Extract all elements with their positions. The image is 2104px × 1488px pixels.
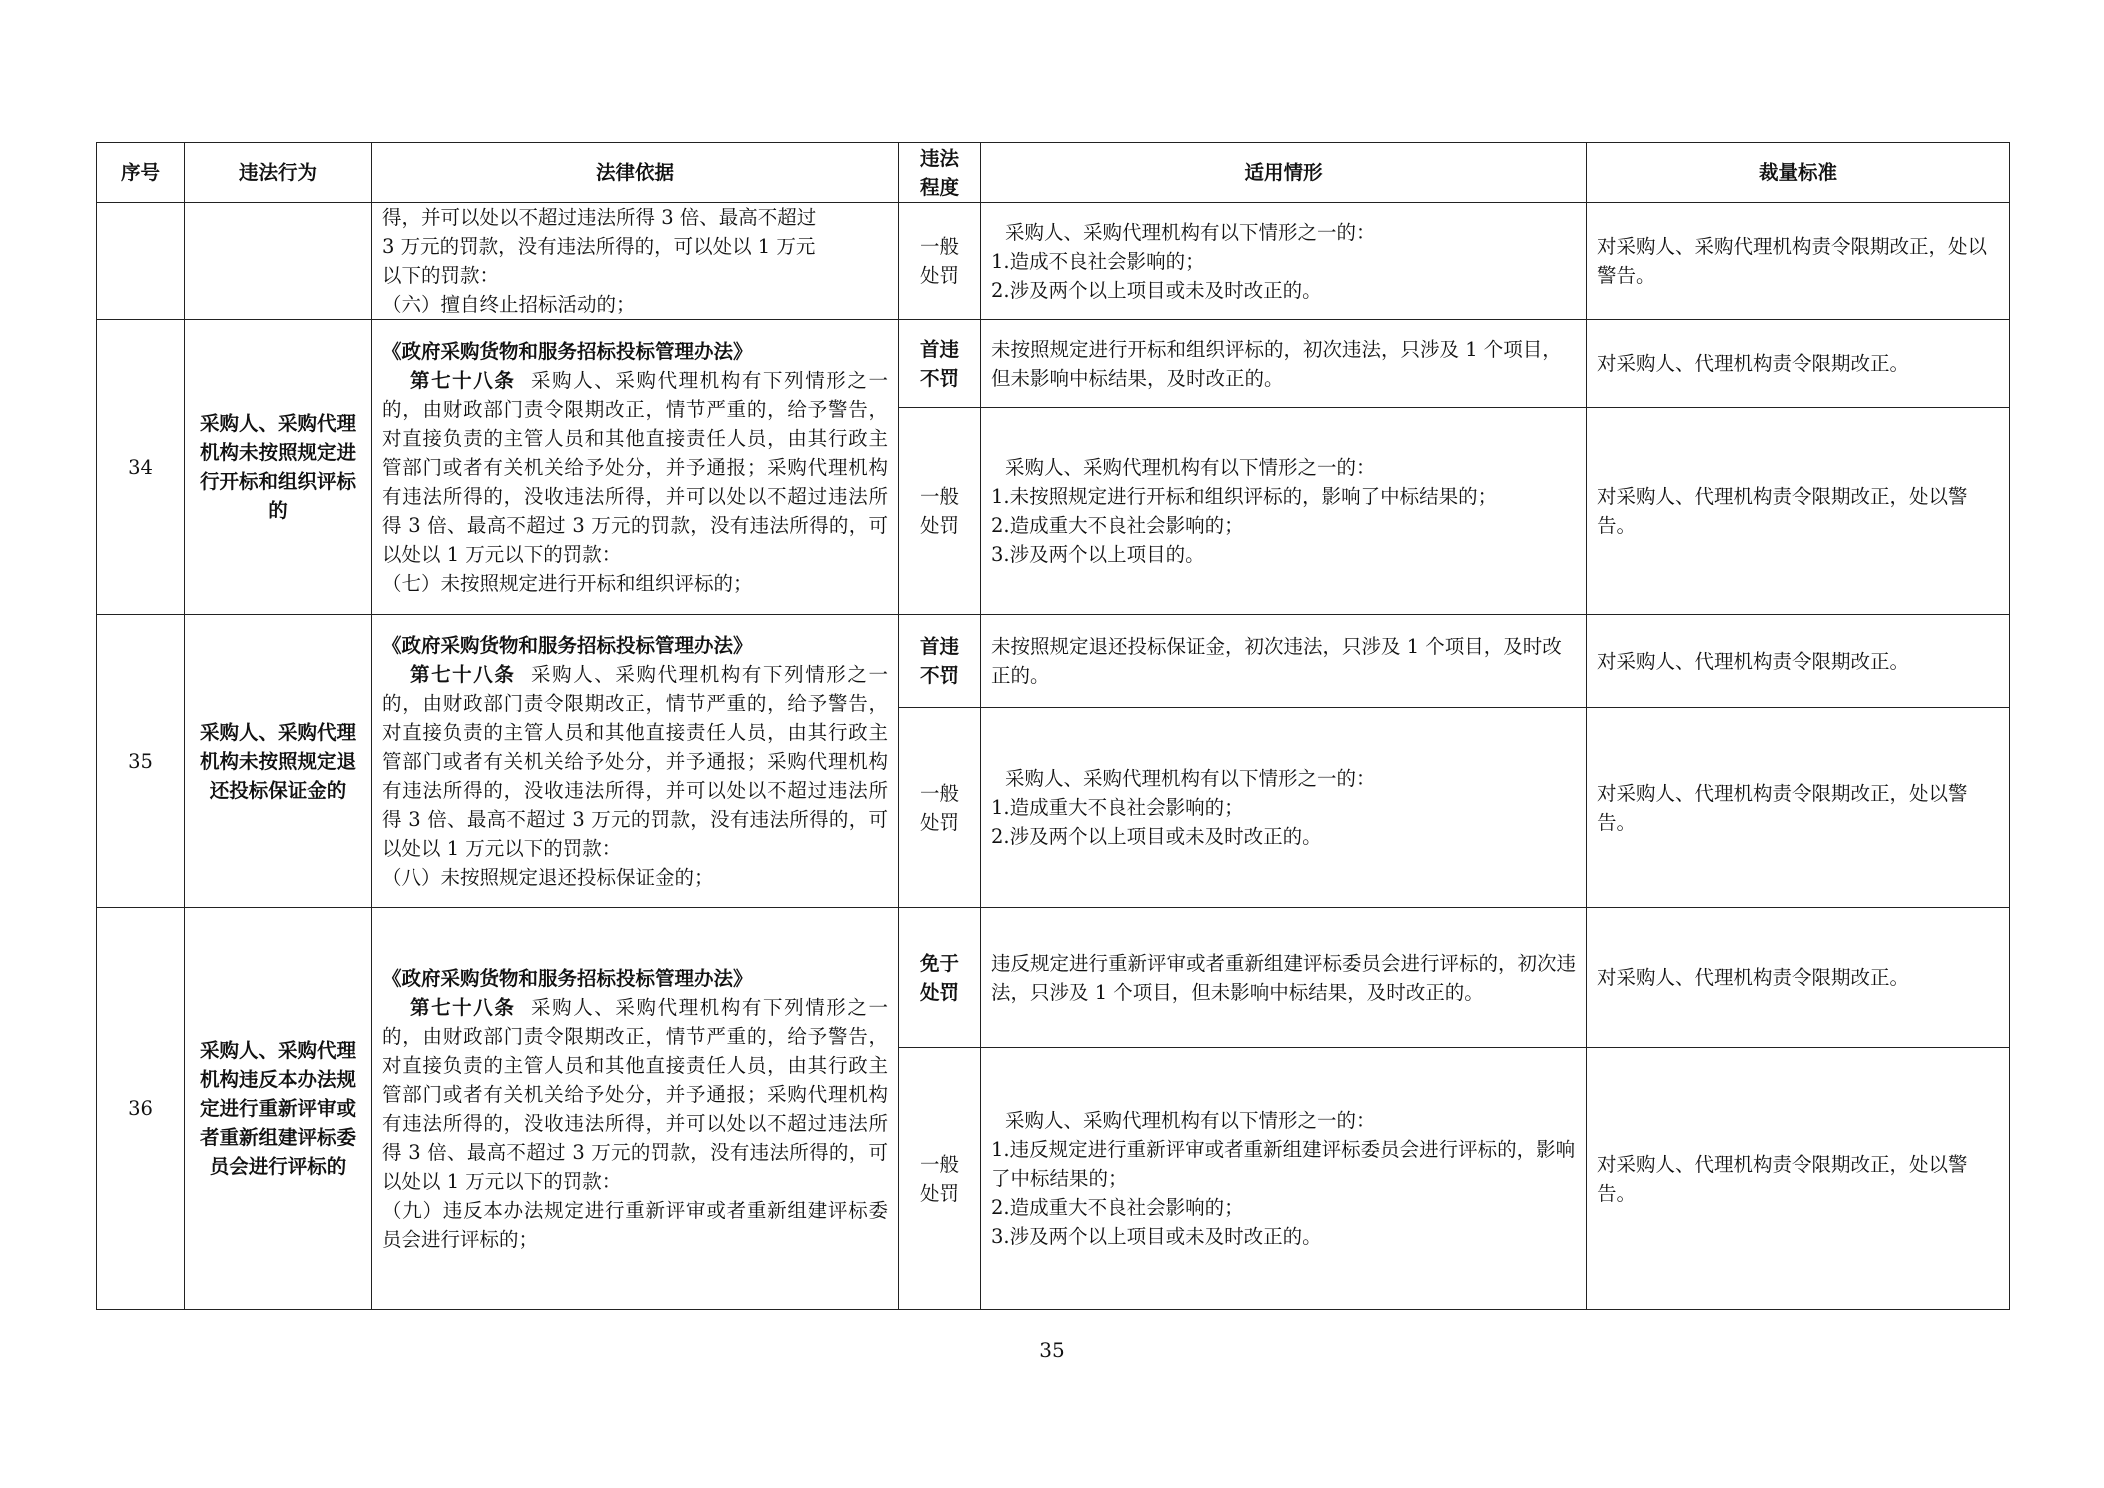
degree-cell-general [899, 1048, 981, 1310]
cont-degree-cell [899, 203, 981, 320]
header-situation: 适用情形 [981, 143, 1587, 203]
degree-line-1: 免于 [919, 951, 959, 975]
law-item: （八）未按照规定退还投标保证金的； [382, 865, 714, 889]
header-no: 序号 [97, 143, 185, 203]
header-degree-line-1: 违法 [919, 146, 959, 170]
standard-cell-first: 对采购人、代理机构责令限期改正。 [1587, 320, 2010, 408]
degree-line-2: 处罚 [919, 1181, 959, 1205]
degree-cell-general [899, 708, 981, 908]
table-row-continued [97, 203, 2010, 320]
situation-cell-general [981, 408, 1587, 615]
table-row-34-first [97, 320, 2010, 408]
law-cell [372, 615, 899, 908]
cont-law-cell [372, 203, 899, 320]
row-number: 34 [97, 320, 185, 615]
situation-intro: 采购人、采购代理机构有以下情形之一的： [1005, 767, 1376, 790]
degree-line-1: 首违 [919, 635, 959, 658]
row-number: 36 [97, 908, 185, 1310]
law-item: （九）违反本办法规定进行重新评审或者重新组建评标委员会进行评标的； [382, 1198, 888, 1251]
degree-line-1: 一般 [919, 235, 959, 258]
page-number: 35 [1039, 1338, 1065, 1362]
header-degree-line-2: 程度 [919, 175, 959, 199]
law-article: 第七十八条 [410, 995, 516, 1019]
degree-line-2: 处罚 [919, 980, 959, 1004]
situation-item: 2.涉及两个以上项目或未及时改正的。 [991, 278, 1322, 302]
cont-law-line: （六）擅自终止招标活动的； [382, 293, 636, 316]
degree-line-1: 首违 [919, 337, 959, 361]
situation-item: 3.涉及两个以上项目的。 [991, 543, 1205, 566]
law-body: 采购人、采购代理机构有下列情形之一的，由财政部门责令限期改正，情节严重的，给予警告，对直接负责的主管人员和其他直接责任人员，由其行政主管部门或者有关机关给予处分，并予通报；采购代理机构有违法所得的，没收违法所得，并可以处以不超过违法所得 3 倍、最高不超过 3 万元的罚款，没有违法所得的，可以处以 1 万元以下的罚款： [382, 995, 888, 1193]
situation-cell-general [981, 708, 1587, 908]
standard-cell-general: 对采购人、代理机构责令限期改正，处以警告。 [1587, 408, 2010, 615]
degree-cell-general [899, 408, 981, 615]
law-article: 第七十八条 [410, 368, 516, 392]
behavior-cell: 采购人、采购代理机构违反本办法规定进行重新评审或者重新组建评标委员会进行评标的 [185, 908, 372, 1310]
row-number: 35 [97, 615, 185, 908]
header-law: 法律依据 [372, 143, 899, 203]
situation-intro: 采购人、采购代理机构有以下情形之一的： [1005, 456, 1376, 479]
degree-line-2: 不罚 [919, 366, 959, 390]
standard-cell-general: 对采购人、代理机构责令限期改正，处以警告。 [1587, 1048, 2010, 1310]
law-body: 采购人、采购代理机构有下列情形之一的，由财政部门责令限期改正，情节严重的，给予警告，对直接负责的主管人员和其他直接责任人员，由其行政主管部门或者有关机关给予处分，并予通报；采购代理机构有违法所得的，没收违法所得，并可以处以不超过违法所得 3 倍、最高不超过 3 万元的罚款，没有违法所得的，可以处以 1 万元以下的罚款： [382, 368, 888, 566]
table-row-36-first [97, 908, 2010, 1048]
situation-item: 2.造成重大不良社会影响的； [991, 1196, 1244, 1219]
degree-line-2: 处罚 [919, 810, 959, 834]
situation-cell-general [981, 1048, 1587, 1310]
degree-line-2: 处罚 [919, 264, 959, 287]
standard-cell-first: 对采购人、代理机构责令限期改正。 [1587, 908, 2010, 1048]
law-article: 第七十八条 [410, 662, 516, 686]
law-title: 《政府采购货物和服务招标投标管理办法》 [382, 339, 753, 363]
law-title: 《政府采购货物和服务招标投标管理办法》 [382, 633, 753, 657]
table-row-35-first [97, 615, 2010, 708]
situation-cell-first: 未按照规定进行开标和组织评标的，初次违法，只涉及 1 个项目，但未影响中标结果，及时改正的。 [981, 320, 1587, 408]
situation-item: 1.造成重大不良社会影响的； [991, 796, 1244, 819]
cont-law-line: 以下的罚款： [382, 264, 500, 287]
situation-cell-first: 违反规定进行重新评审或者重新组建评标委员会进行评标的，初次违法，只涉及 1 个项目，但未影响中标结果，及时改正的。 [981, 908, 1587, 1048]
header-standard: 裁量标准 [1587, 143, 2010, 203]
cont-standard-cell: 对采购人、采购代理机构责令限期改正，处以警告。 [1587, 203, 2010, 320]
degree-line-1: 一般 [919, 1152, 959, 1176]
law-cell [372, 908, 899, 1310]
law-item: （七）未按照规定进行开标和组织评标的； [382, 571, 753, 595]
situation-item: 1.违反规定进行重新评审或者重新组建评标委员会进行评标的，影响了中标结果的； [991, 1138, 1576, 1190]
degree-cell-first [899, 615, 981, 708]
degree-cell-first [899, 908, 981, 1048]
degree-line-1: 一般 [919, 781, 959, 805]
situation-item: 3.涉及两个以上项目或未及时改正的。 [991, 1225, 1322, 1248]
situation-intro: 采购人、采购代理机构有以下情形之一的： [1005, 220, 1376, 244]
situation-item: 1.未按照规定进行开标和组织评标的，影响了中标结果的； [991, 485, 1498, 508]
degree-cell-first [899, 320, 981, 408]
situation-item: 2.造成重大不良社会影响的； [991, 514, 1244, 537]
degree-line-1: 一般 [919, 485, 959, 508]
standard-cell-first: 对采购人、代理机构责令限期改正。 [1587, 615, 2010, 708]
behavior-cell: 采购人、采购代理机构未按照规定退还投标保证金的 [185, 615, 372, 908]
behavior-cell: 采购人、采购代理机构未按照规定进行开标和组织评标的 [185, 320, 372, 615]
standard-cell-general: 对采购人、代理机构责令限期改正，处以警告。 [1587, 708, 2010, 908]
header-behavior: 违法行为 [185, 143, 372, 203]
header-degree [899, 143, 981, 203]
situation-intro: 采购人、采购代理机构有以下情形之一的： [1005, 1109, 1376, 1132]
situation-item: 1.造成不良社会影响的； [991, 249, 1205, 273]
law-title: 《政府采购货物和服务招标投标管理办法》 [382, 966, 753, 990]
penalty-table [96, 142, 2010, 1310]
cont-law-line: 3 万元的罚款，没有违法所得的，可以处以 1 万元 [382, 235, 816, 258]
cont-law-line: 得，并可以处以不超过违法所得 3 倍、最高不超过 [382, 206, 817, 229]
law-text [382, 993, 888, 1196]
law-text [382, 366, 888, 569]
degree-line-2: 处罚 [919, 514, 959, 537]
law-body: 采购人、采购代理机构有下列情形之一的，由财政部门责令限期改正，情节严重的，给予警告，对直接负责的主管人员和其他直接责任人员，由其行政主管部门或者有关机关给予处分，并予通报；采购代理机构有违法所得的，没收违法所得，并可以处以不超过违法所得 3 倍、最高不超过 3 万元的罚款，没有违法所得的，可以处以 1 万元以下的罚款： [382, 662, 888, 860]
cont-situation-cell [981, 203, 1587, 320]
cont-behavior-cell [185, 203, 372, 320]
cont-no-cell [97, 203, 185, 320]
situation-cell-first: 未按照规定退还投标保证金，初次违法，只涉及 1 个项目，及时改正的。 [981, 615, 1587, 708]
law-cell [372, 320, 899, 615]
situation-item: 2.涉及两个以上项目或未及时改正的。 [991, 825, 1322, 848]
header-row [97, 143, 2010, 203]
law-text [382, 660, 888, 863]
degree-line-2: 不罚 [919, 664, 959, 687]
